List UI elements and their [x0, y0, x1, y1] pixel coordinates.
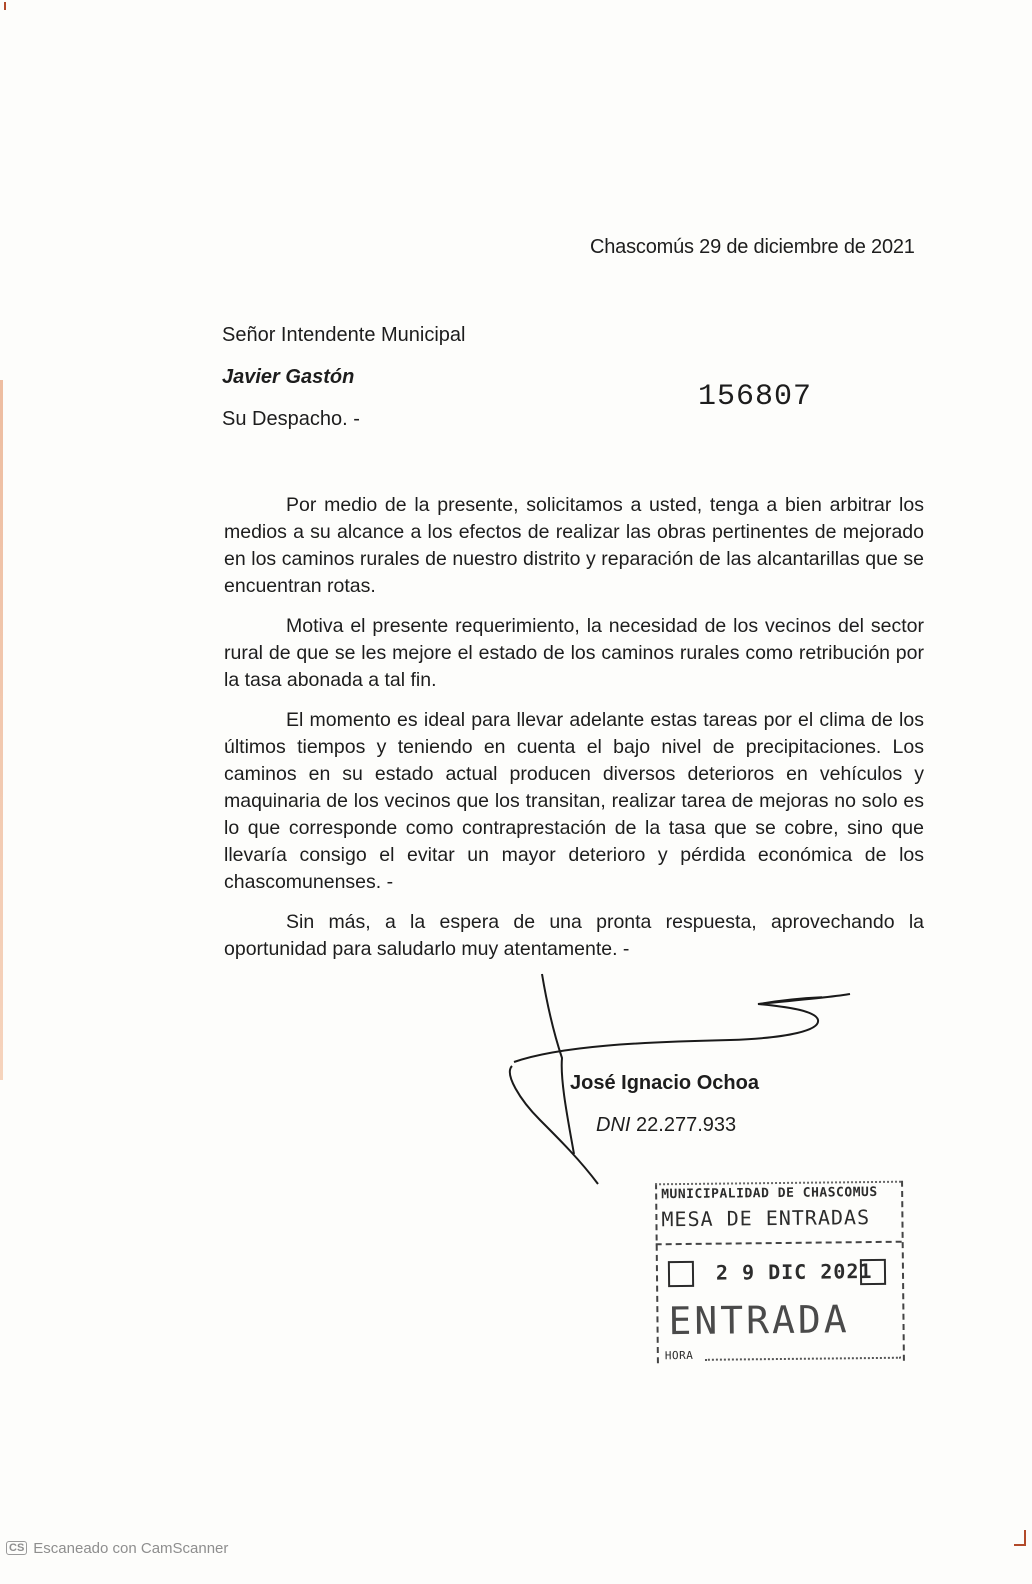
recipient-name: Javier Gastón	[222, 366, 355, 388]
letter-date: Chascomús 29 de diciembre de 2021	[590, 236, 915, 258]
stamp-department: MESA DE ENTRADAS	[661, 1205, 871, 1232]
recipient-closing: Su Despacho. -	[222, 408, 360, 430]
reference-number: 156807	[698, 380, 813, 414]
corner-mark-top	[4, 2, 6, 10]
paragraph-request: Por medio de la presente, solicitamos a usted, tenga a bien arbitrar los medios a su alcance a los efectos de realizar las obras pertinentes de mejorado en los caminos rurales de nuestro distrito y reparación de las alcantarillas que se encuentran rotas.	[224, 494, 924, 597]
dni-number: 22.277.933	[636, 1114, 737, 1136]
scanner-text: Escaneado con CamScanner	[33, 1540, 229, 1557]
stamp-institution: MUNICIPALIDAD DE CHASCOMUS	[661, 1184, 878, 1203]
letter-body	[224, 492, 924, 976]
stamp-date: 2 9 DIC 2021	[715, 1259, 873, 1285]
stamp-status: ENTRADA	[668, 1297, 850, 1344]
scanner-watermark	[6, 1540, 228, 1557]
paragraph-timing: El momento es ideal para llevar adelante estas tareas por el clima de los últimos tiempos y teniendo en cuenta el bajo nivel de precipitaciones. Los caminos en su estado actual producen diversos deterioros en vehículos y maquinaria de los vecinos que los transitan, realizar tarea de mejoras no solo es lo que corresponde como contraprestación de la tasa que se cobre, sino que llevaría consigo el evitar un mayor deterioro y pérdida económica de los chascomunenses. -	[224, 709, 924, 893]
paragraph-closing: Sin más, a la espera de una pronta respuesta, aprovechando la oportunidad para saludarlo muy atentamente. -	[224, 911, 924, 960]
addressee-block	[222, 314, 466, 440]
reception-stamp	[655, 1181, 905, 1368]
signer-name: José Ignacio Ochoa	[570, 1072, 759, 1094]
stamp-hour-label: HORA	[664, 1348, 694, 1363]
dni-label: DNI	[596, 1114, 631, 1136]
stamp-checkbox-right	[860, 1259, 886, 1285]
paragraph-motive: Motiva el presente requerimiento, la necesidad de los vecinos del sector rural de que se les mejore el estado de los caminos rurales como retribución por la tasa abonada a tal fin.	[224, 615, 924, 691]
camscanner-icon: CS	[6, 1541, 27, 1555]
paper-edge-shadow	[0, 380, 3, 1080]
stamp-checkbox-left	[668, 1261, 694, 1287]
signer-dni	[596, 1114, 736, 1137]
corner-mark-bottom-right	[1014, 1530, 1026, 1546]
recipient-title: Señor Intendente Municipal	[222, 324, 466, 346]
